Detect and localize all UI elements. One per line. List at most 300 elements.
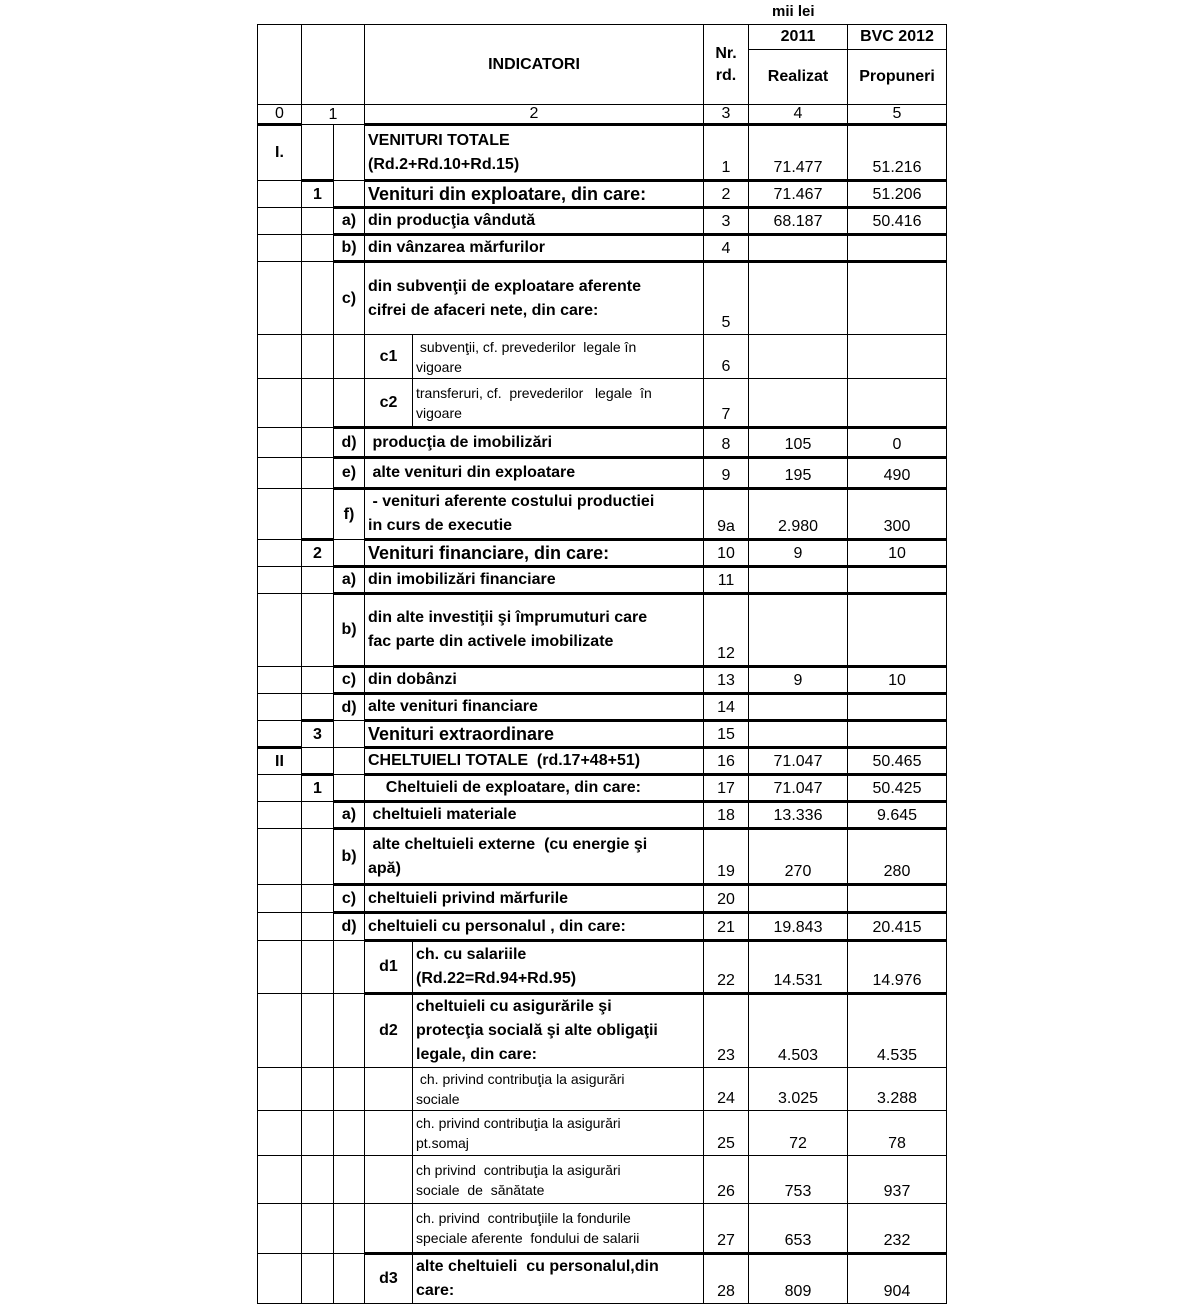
indicator-line: protecţia socială şi alte obligaţii — [416, 1022, 658, 1039]
row-section-index — [258, 1204, 302, 1254]
row-group-index: 3 — [302, 721, 334, 748]
row-indicator-label — [413, 994, 704, 1068]
row-subitem-code: d1 — [365, 941, 413, 994]
row-group-index — [302, 994, 334, 1068]
row-section-index — [258, 379, 302, 428]
row-section-index: II — [258, 748, 302, 775]
row-item-letter — [334, 1254, 365, 1304]
row-item-letter — [334, 721, 365, 748]
indicator-line: cheltuieli privind mărfurile — [368, 889, 569, 907]
value-2012-propuneri — [848, 335, 947, 379]
row-section-index — [258, 885, 302, 913]
row-section-index — [258, 594, 302, 667]
indicator-line: speciale aferente fondului de salarii — [416, 1230, 640, 1246]
row-group-index — [302, 941, 334, 994]
row-group-index — [302, 335, 334, 379]
row-item-letter: d) — [334, 694, 365, 721]
row-indicator-label — [413, 941, 704, 994]
value-2011-realizat — [749, 885, 848, 913]
table-row — [258, 1254, 947, 1304]
row-group-index — [302, 235, 334, 262]
indicator-line: Venituri extraordinare — [368, 724, 555, 744]
row-group-index — [302, 748, 334, 775]
value-2011-realizat — [749, 567, 848, 594]
table-row — [258, 1204, 947, 1254]
indicator-line: in curs de executie — [368, 517, 513, 534]
row-indicator-label — [413, 1156, 704, 1204]
value-2012-propuneri — [848, 262, 947, 335]
row-item-letter: b) — [334, 594, 365, 667]
table-row — [258, 262, 947, 335]
value-2011-realizat: 9 — [749, 667, 848, 694]
row-group-index — [302, 379, 334, 428]
value-2011-realizat — [749, 594, 848, 667]
indicator-line: vigoare — [416, 358, 462, 375]
row-group-index: 1 — [302, 775, 334, 802]
value-2011-realizat: 71.477 — [749, 125, 848, 181]
row-item-letter: c) — [334, 885, 365, 913]
row-number: 1 — [704, 125, 749, 181]
colnum-0: 0 — [258, 105, 302, 125]
indicator-line: Cheltuieli de exploatare, din care: — [368, 779, 641, 796]
row-group-index — [302, 1204, 334, 1254]
row-number: 8 — [704, 428, 749, 458]
table-row — [258, 941, 947, 994]
row-group-index — [302, 458, 334, 489]
row-indicator-label — [365, 667, 704, 694]
value-2011-realizat: 72 — [749, 1111, 848, 1156]
row-number: 17 — [704, 775, 749, 802]
indicator-line: ch. privind contribuţiile la fondurile — [416, 1210, 631, 1226]
row-item-letter: e) — [334, 458, 365, 489]
table-row — [258, 1111, 947, 1156]
row-indicator-label — [365, 829, 704, 885]
value-2012-propuneri — [848, 567, 947, 594]
row-indicator-label — [365, 775, 704, 802]
table-row — [258, 489, 947, 540]
indicator-line: vigoare — [416, 404, 462, 421]
row-section-index — [258, 181, 302, 208]
row-subitem-code: d3 — [365, 1254, 413, 1304]
row-subitem-code: c1 — [365, 335, 413, 379]
row-group-index — [302, 1111, 334, 1156]
table-row — [258, 802, 947, 829]
value-2011-realizat: 14.531 — [749, 941, 848, 994]
value-2011-realizat: 71.047 — [749, 748, 848, 775]
header-col1 — [302, 25, 365, 105]
row-indicator-label — [365, 428, 704, 458]
row-item-letter: a) — [334, 802, 365, 829]
row-item-letter — [334, 335, 365, 379]
row-indicator-label — [413, 1254, 704, 1304]
row-number: 26 — [704, 1156, 749, 1204]
table-row — [258, 1068, 947, 1111]
value-2012-propuneri: 0 — [848, 428, 947, 458]
row-item-letter: b) — [334, 829, 365, 885]
table-row — [258, 994, 947, 1068]
row-item-letter — [334, 1111, 365, 1156]
table-row — [258, 748, 947, 775]
table-row — [258, 540, 947, 567]
row-section-index — [258, 567, 302, 594]
row-section-index — [258, 802, 302, 829]
table-row — [258, 125, 947, 181]
header-propuneri: Propuneri — [848, 50, 947, 105]
row-number: 6 — [704, 335, 749, 379]
indicator-line: cifrei de afaceri nete, din care: — [368, 301, 599, 319]
row-section-index: I. — [258, 125, 302, 181]
row-number: 25 — [704, 1111, 749, 1156]
row-group-index: 1 — [302, 181, 334, 208]
indicator-line: Venituri din exploatare, din care: — [368, 184, 647, 204]
table-row — [258, 379, 947, 428]
row-section-index — [258, 913, 302, 941]
value-2011-realizat: 105 — [749, 428, 848, 458]
row-item-letter — [334, 125, 365, 181]
row-section-index — [258, 1254, 302, 1304]
row-group-index — [302, 829, 334, 885]
row-section-index — [258, 1068, 302, 1111]
row-indicator-label — [365, 567, 704, 594]
table-row — [258, 721, 947, 748]
row-item-letter: d) — [334, 913, 365, 941]
row-section-index — [258, 262, 302, 335]
row-item-letter: f) — [334, 489, 365, 540]
value-2011-realizat: 71.047 — [749, 775, 848, 802]
row-number: 11 — [704, 567, 749, 594]
row-number: 9a — [704, 489, 749, 540]
indicator-line: transferuri, cf. prevederilor legale în — [416, 384, 652, 401]
table-row — [258, 1156, 947, 1204]
row-subitem-code — [365, 1068, 413, 1111]
value-2012-propuneri: 4.535 — [848, 994, 947, 1068]
value-2011-realizat: 809 — [749, 1254, 848, 1304]
indicator-line: pt.somaj — [416, 1135, 469, 1151]
row-item-letter — [334, 540, 365, 567]
value-2011-realizat — [749, 694, 848, 721]
colnum-2: 2 — [365, 105, 704, 125]
value-2011-realizat: 68.187 — [749, 208, 848, 235]
row-indicator-label — [413, 1068, 704, 1111]
row-group-index — [302, 125, 334, 181]
row-number: 16 — [704, 748, 749, 775]
row-group-index: 2 — [302, 540, 334, 567]
table-row — [258, 335, 947, 379]
indicator-line: (Rd.2+Rd.10+Rd.15) — [368, 155, 520, 173]
row-section-index — [258, 994, 302, 1068]
row-indicator-label — [365, 540, 704, 567]
unit-label: mii lei — [772, 3, 815, 20]
indicator-line: Venituri financiare, din care: — [368, 543, 610, 563]
row-indicator-label — [365, 489, 704, 540]
row-group-index — [302, 262, 334, 335]
value-2012-propuneri — [848, 885, 947, 913]
budget-table — [257, 24, 947, 1304]
row-indicator-label — [365, 235, 704, 262]
indicator-line: CHELTUIELI TOTALE (rd.17+48+51) — [368, 752, 641, 769]
indicator-line: din alte investiţii şi împrumuturi care — [368, 609, 648, 626]
value-2012-propuneri — [848, 379, 947, 428]
row-section-index — [258, 458, 302, 489]
header-year-bvc: BVC 2012 — [848, 25, 947, 50]
row-indicator-label — [365, 125, 704, 181]
indicator-line: - venituri aferente costului productiei — [368, 493, 655, 510]
table-row — [258, 208, 947, 235]
table-row — [258, 567, 947, 594]
value-2011-realizat: 19.843 — [749, 913, 848, 941]
row-number: 12 — [704, 594, 749, 667]
colnum-5: 5 — [848, 105, 947, 125]
table-row — [258, 458, 947, 489]
value-2011-realizat — [749, 379, 848, 428]
row-section-index — [258, 1111, 302, 1156]
row-section-index — [258, 694, 302, 721]
indicator-line: care: — [416, 1282, 455, 1299]
row-group-index — [302, 1068, 334, 1111]
row-item-letter: b) — [334, 235, 365, 262]
row-number: 24 — [704, 1068, 749, 1111]
table-row — [258, 775, 947, 802]
row-section-index — [258, 721, 302, 748]
row-number: 15 — [704, 721, 749, 748]
row-group-index — [302, 1156, 334, 1204]
row-indicator-label — [365, 885, 704, 913]
row-section-index — [258, 941, 302, 994]
value-2012-propuneri — [848, 694, 947, 721]
row-number: 5 — [704, 262, 749, 335]
table-row — [258, 428, 947, 458]
row-indicator-label — [365, 694, 704, 721]
row-indicator-label — [365, 181, 704, 208]
row-item-letter — [334, 1068, 365, 1111]
row-number: 20 — [704, 885, 749, 913]
row-subitem-code — [365, 1111, 413, 1156]
indicator-line: (Rd.22=Rd.94+Rd.95) — [416, 970, 577, 987]
indicator-line: din dobânzi — [368, 671, 457, 688]
value-2012-propuneri: 51.216 — [848, 125, 947, 181]
header-indicatori: INDICATORI — [365, 25, 704, 105]
indicator-line: din subvenţii de exploatare aferente — [368, 277, 641, 295]
row-number: 13 — [704, 667, 749, 694]
value-2012-propuneri — [848, 721, 947, 748]
table-row — [258, 235, 947, 262]
value-2011-realizat — [749, 262, 848, 335]
indicator-line: producţia de imobilizări — [368, 433, 553, 451]
indicator-line: ch. privind contribuţia la asigurări — [416, 1071, 625, 1087]
colnum-1: 1 — [302, 105, 365, 125]
value-2012-propuneri: 904 — [848, 1254, 947, 1304]
row-item-letter — [334, 1204, 365, 1254]
row-section-index — [258, 1156, 302, 1204]
row-group-index — [302, 1254, 334, 1304]
table-body — [258, 125, 947, 1304]
table-row — [258, 885, 947, 913]
header-realizat: Realizat — [749, 50, 848, 105]
header-year-2011: 2011 — [749, 25, 848, 50]
value-2011-realizat: 71.467 — [749, 181, 848, 208]
value-2011-realizat: 9 — [749, 540, 848, 567]
row-group-index — [302, 489, 334, 540]
row-indicator-label — [413, 335, 704, 379]
row-item-letter — [334, 181, 365, 208]
row-group-index — [302, 885, 334, 913]
row-section-index — [258, 489, 302, 540]
row-group-index — [302, 802, 334, 829]
value-2011-realizat — [749, 721, 848, 748]
row-number: 18 — [704, 802, 749, 829]
value-2012-propuneri: 51.206 — [848, 181, 947, 208]
row-indicator-label — [413, 1111, 704, 1156]
value-2012-propuneri: 232 — [848, 1204, 947, 1254]
value-2012-propuneri: 937 — [848, 1156, 947, 1204]
row-number: 23 — [704, 994, 749, 1068]
row-section-index — [258, 235, 302, 262]
row-item-letter — [334, 1156, 365, 1204]
row-section-index — [258, 208, 302, 235]
row-group-index — [302, 208, 334, 235]
row-group-index — [302, 428, 334, 458]
row-indicator-label — [365, 721, 704, 748]
row-group-index — [302, 667, 334, 694]
value-2012-propuneri: 50.425 — [848, 775, 947, 802]
header-nr-line1: Nr. — [715, 44, 737, 62]
row-indicator-label — [365, 802, 704, 829]
value-2011-realizat: 753 — [749, 1156, 848, 1204]
row-subitem-code — [365, 1204, 413, 1254]
value-2012-propuneri: 10 — [848, 667, 947, 694]
header-nr-line2: rd. — [715, 66, 737, 84]
colnum-3: 3 — [704, 105, 749, 125]
value-2011-realizat: 653 — [749, 1204, 848, 1254]
value-2012-propuneri: 50.416 — [848, 208, 947, 235]
value-2011-realizat: 2.980 — [749, 489, 848, 540]
row-number: 21 — [704, 913, 749, 941]
table-row — [258, 594, 947, 667]
table-row — [258, 694, 947, 721]
table-row — [258, 181, 947, 208]
indicator-line: cheltuieli cu asigurările şi — [416, 998, 612, 1015]
indicator-line: cheltuieli materiale — [368, 806, 517, 823]
row-group-index — [302, 913, 334, 941]
indicator-line: apă) — [368, 859, 401, 877]
value-2012-propuneri: 490 — [848, 458, 947, 489]
value-2012-propuneri: 9.645 — [848, 802, 947, 829]
value-2011-realizat — [749, 235, 848, 262]
row-item-letter — [334, 748, 365, 775]
row-subitem-code: d2 — [365, 994, 413, 1068]
indicator-line: din imobilizări financiare — [368, 571, 556, 588]
value-2012-propuneri: 78 — [848, 1111, 947, 1156]
table-row — [258, 913, 947, 941]
value-2011-realizat: 4.503 — [749, 994, 848, 1068]
row-number: 14 — [704, 694, 749, 721]
indicator-line: alte cheltuieli cu personalul,din — [416, 1258, 659, 1275]
row-number: 3 — [704, 208, 749, 235]
row-number: 19 — [704, 829, 749, 885]
value-2012-propuneri: 3.288 — [848, 1068, 947, 1111]
value-2012-propuneri: 50.465 — [848, 748, 947, 775]
row-number: 28 — [704, 1254, 749, 1304]
indicator-line: alte cheltuieli externe (cu energie şi — [368, 835, 648, 853]
row-number: 9 — [704, 458, 749, 489]
value-2011-realizat: 3.025 — [749, 1068, 848, 1111]
row-indicator-label — [365, 458, 704, 489]
value-2012-propuneri: 280 — [848, 829, 947, 885]
value-2012-propuneri: 20.415 — [848, 913, 947, 941]
value-2012-propuneri — [848, 594, 947, 667]
row-section-index — [258, 667, 302, 694]
indicator-line: alte venituri financiare — [368, 698, 538, 715]
row-subitem-code: c2 — [365, 379, 413, 428]
row-number: 2 — [704, 181, 749, 208]
row-group-index — [302, 594, 334, 667]
value-2012-propuneri: 10 — [848, 540, 947, 567]
value-2012-propuneri: 300 — [848, 489, 947, 540]
row-indicator-label — [413, 1204, 704, 1254]
indicator-line: ch. privind contribuţia la asigurări — [416, 1115, 621, 1131]
indicator-line: sociale de sănătate — [416, 1181, 545, 1198]
row-indicator-label — [365, 594, 704, 667]
row-subitem-code — [365, 1156, 413, 1204]
colnum-4: 4 — [749, 105, 848, 125]
row-indicator-label — [413, 379, 704, 428]
value-2011-realizat — [749, 335, 848, 379]
value-2011-realizat: 270 — [749, 829, 848, 885]
row-section-index — [258, 829, 302, 885]
row-item-letter — [334, 994, 365, 1068]
indicator-line: legale, din care: — [416, 1046, 537, 1063]
indicator-line: ch. cu salariile — [416, 946, 527, 963]
header-col0 — [258, 25, 302, 105]
table-row — [258, 829, 947, 885]
row-item-letter — [334, 775, 365, 802]
value-2011-realizat: 13.336 — [749, 802, 848, 829]
row-indicator-label — [365, 748, 704, 775]
row-item-letter — [334, 941, 365, 994]
row-item-letter: a) — [334, 208, 365, 235]
table-row — [258, 667, 947, 694]
indicator-line: din vânzarea mărfurilor — [368, 239, 545, 256]
row-section-index — [258, 335, 302, 379]
value-2011-realizat: 195 — [749, 458, 848, 489]
row-indicator-label — [365, 262, 704, 335]
row-number: 10 — [704, 540, 749, 567]
row-section-index — [258, 428, 302, 458]
row-number: 22 — [704, 941, 749, 994]
row-item-letter: c) — [334, 667, 365, 694]
indicator-line: cheltuieli cu personalul , din care: — [368, 917, 626, 935]
row-number: 27 — [704, 1204, 749, 1254]
header-nr-rd — [704, 25, 749, 105]
row-section-index — [258, 775, 302, 802]
row-group-index — [302, 694, 334, 721]
indicator-line: VENITURI TOTALE — [368, 131, 510, 149]
indicator-line: fac parte din activele imobilizate — [368, 633, 614, 650]
row-item-letter — [334, 379, 365, 428]
row-item-letter: c) — [334, 262, 365, 335]
row-item-letter: d) — [334, 428, 365, 458]
indicator-line: ch privind contribuţia la asigurări — [416, 1161, 621, 1178]
indicator-line: sociale — [416, 1091, 460, 1107]
row-number: 4 — [704, 235, 749, 262]
row-item-letter: a) — [334, 567, 365, 594]
indicator-line: subvenţii, cf. prevederilor legale în — [416, 338, 637, 355]
value-2012-propuneri — [848, 235, 947, 262]
indicator-line: din producţia vândută — [368, 212, 536, 229]
row-number: 7 — [704, 379, 749, 428]
row-section-index — [258, 540, 302, 567]
row-group-index — [302, 567, 334, 594]
